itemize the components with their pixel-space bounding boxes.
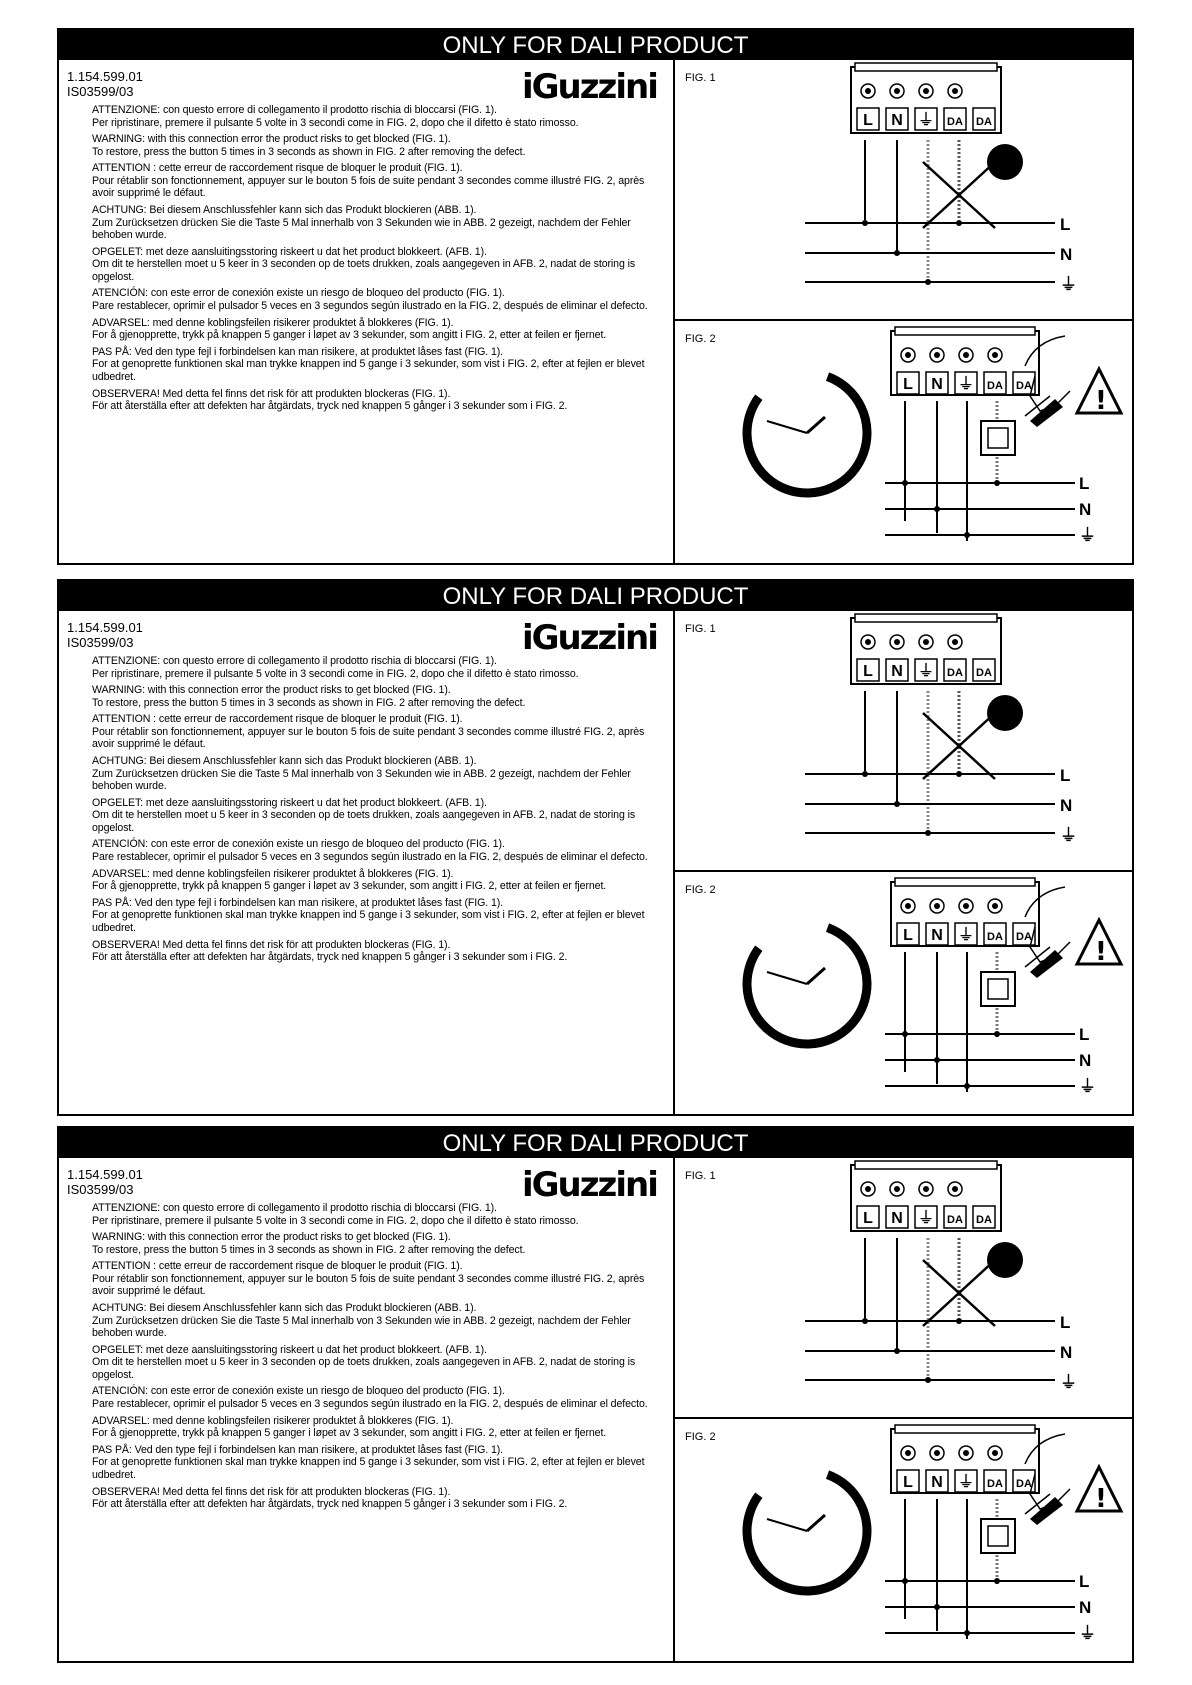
warning-paragraph [92, 1415, 665, 1440]
terminal-label: DA [987, 380, 1003, 392]
terminal-label: DA [947, 667, 963, 679]
restore-instruction: För att återställa efter att defekten har åtgärdats, tryck ned knappen 5 gånger i 3 sekunder som i FIG. 2. [92, 1498, 568, 1510]
text-column [59, 1158, 673, 1661]
iguzzini-logo [522, 1162, 662, 1202]
warning-sentence: WARNING: with this connection error the product risks to get blocked (FIG. 1). [92, 1231, 451, 1244]
logo-text: iGuzzini [522, 1165, 657, 1202]
figures-column [673, 611, 1132, 1114]
figure-2 [675, 1419, 1132, 1661]
terminal-label: DA [976, 667, 992, 679]
figures-column [673, 60, 1132, 563]
warning-paragraph [92, 755, 665, 793]
warning-paragraph [92, 1444, 665, 1482]
reset-procedure-diagram [675, 1419, 1135, 1644]
warning-icon [1077, 369, 1121, 416]
mains-line-label: N [1079, 1598, 1092, 1617]
warning-sentence: ATENCIÓN: con este error de conexión existe un riesgo de bloqueo del producto (FIG. 1). [92, 838, 505, 851]
warning-sentence: ATTENTION : cette erreur de raccordement risque de bloquer le produit (FIG. 1). [92, 162, 463, 175]
terminal-block [891, 1425, 1039, 1493]
terminal-label: DA [976, 116, 992, 128]
terminal-label: N [931, 1474, 943, 1491]
mains-line-label: ⏚ [1060, 275, 1077, 294]
warning-sentence: PAS PÅ: Ved den type fejl i forbindelsen kan man risikere, at produktet låses fast (FIG. 1). [92, 896, 504, 909]
warning-sentence: OBSERVERA! Med detta fel finns det risk för att produkten blockeras (FIG. 1). [92, 938, 451, 951]
terminal-block [851, 614, 1001, 684]
restore-instruction: Pare restablecer, oprimir el pulsador 5 veces en 3 segundos según ilustrado en la FIG. 2, después de eliminar el defecto. [92, 850, 648, 863]
warning-paragraph [92, 388, 665, 413]
error-dot [987, 695, 1023, 731]
panel-body [59, 611, 1132, 1114]
restore-instruction: Pour rétablir son fonctionnement, appuyer sur le bouton 5 fois de suite pendant 3 secondes comme illustré FIG. 2, après avoir supprimé le défaut. [92, 1272, 645, 1298]
wrong-wiring-diagram [675, 1158, 1105, 1417]
restore-instruction: For å gjenopprette, trykk på knappen 5 ganger i løpet av 3 sekunder, som angitt i FIG. 2, etter at feilen er fjernet. [92, 880, 607, 893]
terminal-label: L [863, 1210, 873, 1227]
mains-line-label: ⏚ [1060, 826, 1077, 845]
terminal-label: N [891, 1210, 903, 1227]
warning-paragraph [92, 1486, 665, 1511]
figures-column [673, 1158, 1132, 1661]
warning-paragraph [92, 1344, 665, 1382]
error-dot [987, 1242, 1023, 1278]
instruction-panel [57, 1126, 1134, 1663]
warning-paragraph [92, 868, 665, 893]
terminal-label: L [863, 112, 873, 129]
warning-paragraph [92, 655, 665, 680]
panel-body [59, 1158, 1132, 1661]
clock-icon [730, 907, 884, 1061]
terminal-label: L [903, 376, 913, 393]
warning-sentence: OPGELET: met deze aansluitingsstoring riskeert u dat het product blokkeert. (AFB. 1). [92, 1343, 487, 1356]
restore-instruction: För att återställa efter att defekten har åtgärdats, tryck ned knappen 5 gånger i 3 sekunder som i FIG. 2. [92, 400, 568, 412]
warning-sentence: OPGELET: met deze aansluitingsstoring riskeert u dat het product blokkeert. (AFB. 1). [92, 796, 487, 809]
text-column [59, 60, 673, 563]
mains-line-label: ⏚ [1060, 1373, 1077, 1392]
warning-paragraph [92, 897, 665, 935]
figure-2 [675, 321, 1132, 563]
text-column [59, 611, 673, 1114]
svg-text:!: ! [1095, 1484, 1107, 1514]
warning-paragraph [92, 1260, 665, 1298]
terminal-label: N [931, 376, 943, 393]
restore-instruction: Per ripristinare, premere il pulsante 5 volte in 3 secondi come in FIG. 2, dopo che il difetto è stato rimosso. [92, 667, 579, 680]
warning-sentence: ACHTUNG: Bei diesem Anschlussfehler kann sich das Produkt blockieren (ABB. 1). [92, 755, 477, 768]
fig2-label: FIG. 2 [685, 1431, 716, 1443]
document-codes [67, 69, 143, 99]
mains-line-label: ⏚ [1079, 1077, 1096, 1096]
warning-paragraph [92, 1202, 665, 1227]
warning-paragraph [92, 684, 665, 709]
terminal-label: L [903, 1474, 913, 1491]
fig1-label: FIG. 1 [685, 623, 716, 635]
reset-procedure-diagram [675, 321, 1135, 546]
warning-sentence: ACHTUNG: Bei diesem Anschlussfehler kann sich das Produkt blockieren (ABB. 1). [92, 1302, 477, 1315]
restore-instruction: For å gjenopprette, trykk på knappen 5 ganger i løpet av 3 sekunder, som angitt i FIG. 2, etter at feilen er fjernet. [92, 1427, 607, 1440]
panel-header: ONLY FOR DALI PRODUCT [59, 1128, 1132, 1158]
terminal-label: DA [947, 116, 963, 128]
svg-text:!: ! [1095, 937, 1107, 967]
warning-icon [1077, 1467, 1121, 1514]
restore-instruction: For at genoprette funktionen skal man trykke knappen ind 5 gange i 3 sekunder, som vist i FIG. 2, efter at fejlen er blevet udbedret. [92, 1456, 645, 1481]
figure-1 [675, 1158, 1132, 1419]
warning-sentence: ATTENZIONE: con questo errore di collegamento il prodotto rischia di bloccarsi (FIG. 1). [92, 655, 497, 667]
instruction-sheet-code: IS03599/03 [67, 84, 134, 99]
terminal-label: L [863, 663, 873, 680]
warning-sentence: ATTENZIONE: con questo errore di collegamento il prodotto rischia di bloccarsi (FIG. 1). [92, 1202, 497, 1214]
instruction-panel [57, 28, 1134, 565]
terminal-label: DA [1016, 380, 1032, 392]
clock-icon [730, 1454, 884, 1608]
restore-instruction: Per ripristinare, premere il pulsante 5 volte in 3 secondi come in FIG. 2, dopo che il difetto è stato rimosso. [92, 1214, 579, 1227]
warning-paragraph [92, 1302, 665, 1340]
restore-instruction: Pare restablecer, oprimir el pulsador 5 veces en 3 segundos según ilustrado en la FIG. 2, después de eliminar el defecto. [92, 299, 648, 312]
warning-paragraphs [92, 655, 665, 968]
wrong-wiring-diagram [675, 611, 1105, 870]
warning-paragraph [92, 317, 665, 342]
warning-paragraphs [92, 104, 665, 417]
warning-sentence: PAS PÅ: Ved den type fejl i forbindelsen kan man risikere, at produktet låses fast (FIG. 1). [92, 345, 504, 358]
error-dot [987, 144, 1023, 180]
warning-sentence: ADVARSEL: med denne koblingsfeilen risikerer produktet å blokkeres (FIG. 1). [92, 316, 454, 329]
restore-instruction: Om dit te herstellen moet u 5 keer in 3 seconden op de toets drukken, zoals aangegeven in AFB. 2, nadat de storing is opgelost. [92, 258, 636, 283]
fig1-label: FIG. 1 [685, 72, 716, 84]
terminal-label: ⏚ [917, 1210, 935, 1227]
terminal-label: ⏚ [957, 927, 975, 944]
warning-paragraph [92, 346, 665, 384]
warning-sentence: ACHTUNG: Bei diesem Anschlussfehler kann sich das Produkt blockieren (ABB. 1). [92, 204, 477, 217]
restore-instruction: To restore, press the button 5 times in 3 seconds as shown in FIG. 2 after removing the defect. [92, 145, 526, 158]
terminal-label: ⏚ [917, 112, 935, 129]
warning-paragraph [92, 1231, 665, 1256]
restore-instruction: Om dit te herstellen moet u 5 keer in 3 seconden op de toets drukken, zoals aangegeven in AFB. 2, nadat de storing is opgelost. [92, 1356, 636, 1381]
fig2-label: FIG. 2 [685, 333, 716, 345]
figure-1 [675, 611, 1132, 872]
warning-paragraphs [92, 1202, 665, 1515]
article-code: 1.154.599.01 [67, 1167, 143, 1182]
restore-instruction: Pare restablecer, oprimir el pulsador 5 veces en 3 segundos según ilustrado en la FIG. 2, después de eliminar el defecto. [92, 1397, 648, 1410]
warning-paragraph [92, 162, 665, 200]
mains-line-label: N [1060, 245, 1073, 264]
restore-instruction: Pour rétablir son fonctionnement, appuyer sur le bouton 5 fois de suite pendant 3 secondes comme illustré FIG. 2, après avoir supprimé le défaut. [92, 174, 645, 200]
fig1-label: FIG. 1 [685, 1170, 716, 1182]
terminal-label: DA [1016, 931, 1032, 943]
terminal-label: DA [947, 1214, 963, 1226]
iguzzini-logo [522, 615, 662, 655]
mains-line-label: L [1079, 474, 1090, 493]
document-codes [67, 1167, 143, 1197]
figure-2 [675, 872, 1132, 1114]
warning-sentence: ATENCIÓN: con este error de conexión existe un riesgo de bloqueo del producto (FIG. 1). [92, 1385, 505, 1398]
mains-line-label: L [1060, 766, 1071, 785]
mains-line-label: L [1060, 1313, 1071, 1332]
mains-line-label: ⏚ [1079, 526, 1096, 545]
mains-line-label: N [1060, 796, 1073, 815]
fig2-label: FIG. 2 [685, 884, 716, 896]
restore-instruction: For at genoprette funktionen skal man trykke knappen ind 5 gange i 3 sekunder, som vist i FIG. 2, efter at fejlen er blevet udbedret. [92, 909, 645, 934]
wrong-wiring-diagram [675, 60, 1105, 319]
terminal-block [851, 1161, 1001, 1231]
terminal-block [891, 327, 1039, 395]
mains-line-label: L [1079, 1025, 1090, 1044]
terminal-label: ⏚ [957, 376, 975, 393]
warning-paragraph [92, 133, 665, 158]
mains-line-label: N [1079, 500, 1092, 519]
warning-sentence: OPGELET: met deze aansluitingsstoring riskeert u dat het product blokkeert. (AFB. 1). [92, 245, 487, 258]
warning-paragraph [92, 797, 665, 835]
warning-paragraph [92, 1385, 665, 1410]
restore-instruction: Pour rétablir son fonctionnement, appuyer sur le bouton 5 fois de suite pendant 3 secondes comme illustré FIG. 2, après avoir supprimé le défaut. [92, 725, 645, 751]
article-code: 1.154.599.01 [67, 69, 143, 84]
warning-sentence: OBSERVERA! Med detta fel finns det risk för att produkten blockeras (FIG. 1). [92, 1485, 451, 1498]
mains-line-label: ⏚ [1079, 1624, 1096, 1643]
iguzzini-logo [522, 64, 662, 104]
logo-text: iGuzzini [522, 618, 657, 655]
mains-line-label: N [1079, 1051, 1092, 1070]
warning-paragraph [92, 246, 665, 284]
reset-procedure-diagram [675, 872, 1135, 1097]
svg-text:!: ! [1095, 386, 1107, 416]
terminal-label: N [931, 927, 943, 944]
warning-sentence: WARNING: with this connection error the product risks to get blocked (FIG. 1). [92, 133, 451, 146]
mains-line-label: L [1060, 215, 1071, 234]
terminal-label: N [891, 663, 903, 680]
restore-instruction: For at genoprette funktionen skal man trykke knappen ind 5 gange i 3 sekunder, som vist i FIG. 2, efter at fejlen er blevet udbedret. [92, 358, 645, 383]
restore-instruction: Per ripristinare, premere il pulsante 5 volte in 3 secondi come in FIG. 2, dopo che il difetto è stato rimosso. [92, 116, 579, 129]
panel-header: ONLY FOR DALI PRODUCT [59, 30, 1132, 60]
warning-sentence: PAS PÅ: Ved den type fejl i forbindelsen kan man risikere, at produktet låses fast (FIG. 1). [92, 1443, 504, 1456]
warning-sentence: ADVARSEL: med denne koblingsfeilen risikerer produktet å blokkeres (FIG. 1). [92, 867, 454, 880]
terminal-label: ⏚ [917, 663, 935, 680]
instruction-sheet-code: IS03599/03 [67, 1182, 134, 1197]
article-code: 1.154.599.01 [67, 620, 143, 635]
warning-sentence: ADVARSEL: med denne koblingsfeilen risikerer produktet å blokkeres (FIG. 1). [92, 1414, 454, 1427]
terminal-block [891, 878, 1039, 946]
logo-text: iGuzzini [522, 67, 657, 104]
mains-line-label: N [1060, 1343, 1073, 1362]
restore-instruction: Om dit te herstellen moet u 5 keer in 3 seconden op de toets drukken, zoals aangegeven in AFB. 2, nadat de storing is opgelost. [92, 809, 636, 834]
instruction-sheet-code: IS03599/03 [67, 635, 134, 650]
figure-1 [675, 60, 1132, 321]
warning-sentence: ATTENTION : cette erreur de raccordement risque de bloquer le produit (FIG. 1). [92, 713, 463, 726]
terminal-label: DA [987, 931, 1003, 943]
warning-paragraph [92, 838, 665, 863]
restore-instruction: For å gjenopprette, trykk på knappen 5 ganger i løpet av 3 sekunder, som angitt i FIG. 2, etter at feilen er fjernet. [92, 329, 607, 342]
restore-instruction: Zum Zurücksetzen drücken Sie die Taste 5 Mal innerhalb von 3 Sekunden wie in ABB. 2 gezeigt, nachdem der Fehler behoben wurde. [92, 216, 631, 242]
terminal-label: DA [1016, 1478, 1032, 1490]
terminal-label: L [903, 927, 913, 944]
restore-instruction: För att återställa efter att defekten har åtgärdats, tryck ned knappen 5 gånger i 3 sekunder som i FIG. 2. [92, 951, 568, 963]
restore-instruction: To restore, press the button 5 times in 3 seconds as shown in FIG. 2 after removing the defect. [92, 696, 526, 709]
warning-paragraph [92, 939, 665, 964]
restore-instruction: To restore, press the button 5 times in 3 seconds as shown in FIG. 2 after removing the defect. [92, 1243, 526, 1256]
terminal-label: DA [976, 1214, 992, 1226]
warning-sentence: WARNING: with this connection error the product risks to get blocked (FIG. 1). [92, 684, 451, 697]
terminal-label: ⏚ [957, 1474, 975, 1491]
warning-sentence: ATTENTION : cette erreur de raccordement risque de bloquer le produit (FIG. 1). [92, 1260, 463, 1273]
warning-paragraph [92, 104, 665, 129]
terminal-block [851, 63, 1001, 133]
warning-paragraph [92, 287, 665, 312]
warning-icon [1077, 920, 1121, 967]
mains-line-label: L [1079, 1572, 1090, 1591]
warning-paragraph [92, 713, 665, 751]
clock-icon [730, 356, 884, 510]
warning-paragraph [92, 204, 665, 242]
panel-body [59, 60, 1132, 563]
warning-sentence: ATTENZIONE: con questo errore di collegamento il prodotto rischia di bloccarsi (FIG. 1). [92, 104, 497, 116]
instruction-panel [57, 579, 1134, 1116]
restore-instruction: Zum Zurücksetzen drücken Sie die Taste 5 Mal innerhalb von 3 Sekunden wie in ABB. 2 gezeigt, nachdem der Fehler behoben wurde. [92, 767, 631, 793]
warning-sentence: ATENCIÓN: con este error de conexión existe un riesgo de bloqueo del producto (FIG. 1). [92, 287, 505, 300]
terminal-label: N [891, 112, 903, 129]
restore-instruction: Zum Zurücksetzen drücken Sie die Taste 5 Mal innerhalb von 3 Sekunden wie in ABB. 2 gezeigt, nachdem der Fehler behoben wurde. [92, 1314, 631, 1340]
panel-header: ONLY FOR DALI PRODUCT [59, 581, 1132, 611]
terminal-label: DA [987, 1478, 1003, 1490]
document-codes [67, 620, 143, 650]
warning-sentence: OBSERVERA! Med detta fel finns det risk för att produkten blockeras (FIG. 1). [92, 387, 451, 400]
